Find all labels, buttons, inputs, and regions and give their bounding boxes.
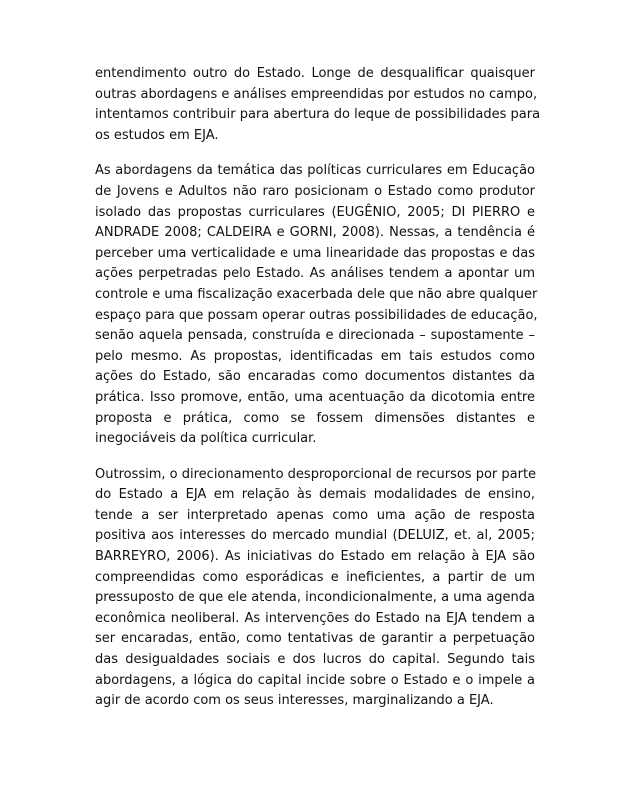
text-line: intentamos contribuir para abertura do leque de possibilidades para [95,107,541,123]
text-line: entendimento outro do Estado. Longe de desqualificar quaisquer [95,66,535,81]
text-line: pelo mesmo. As propostas, identificadas em tais estudos como [95,348,535,364]
document-page [95,64,541,727]
text-line: os estudos em EJA. [95,127,219,143]
text-line: do Estado a EJA em relação às demais modalidades de ensino, [95,487,535,503]
text-line: econômica neoliberal. As intervenções do Estado na EJA tendem a [95,610,535,626]
paragraph-3 [95,465,535,712]
text-line: outras abordagens e análises empreendidas por estudos no campo, [95,86,538,102]
text-line: senão aquela pensada, construída e direcionada – supostamente – [95,328,535,344]
text-line: agir de acordo com os seus interesses, marginalizando a EJA. [95,693,494,709]
paragraph-1 [95,64,541,146]
text-line: compreendidas como esporádicas e ineficientes, a partir de um [95,569,535,585]
text-line: perceber uma verticalidade e uma linearidade das propostas e das [95,245,535,261]
text-line: controle e uma fiscalização exacerbada dele que não abre qualquer [95,286,538,302]
text-line: ser encaradas, então, como tentativas de garantir a perpetuação [95,631,535,647]
text-line: ações do Estado, são encaradas como documentos distantes da [95,369,535,385]
paragraph-2 [95,161,538,449]
text-line: das desigualdades sociais e dos lucros do capital. Segundo tais [95,652,535,668]
text-line: Outrossim, o direcionamento desproporcional de recursos por parte [95,466,537,482]
text-line: prática. Isso promove, então, uma acentuação da dicotomia entre [95,389,535,405]
text-line: abordagens, a lógica do capital incide sobre o Estado e o impele a [95,672,535,688]
text-line: isolado das propostas curriculares (EUGÊNIO, 2005; DI PIERRO e [95,204,535,220]
text-line: ANDRADE 2008; CALDEIRA e GORNI, 2008). Nessas, a tendência é [95,225,535,241]
text-line: proposta e prática, como se fossem dimensões distantes e [95,410,535,426]
text-line: inegociáveis da política curricular. [95,431,317,447]
text-line: As abordagens da temática das políticas curriculares em Educação [95,163,535,179]
text-line: pressuposto de que ele atenda, incondicionalmente, a uma agenda [95,590,535,606]
text-line: positiva aos interesses do mercado mundial (DELUIZ, et. al, 2005; [95,528,535,544]
text-line: tende a ser interpretado apenas como uma ação de resposta [95,507,535,523]
text-line: espaço para que possam operar outras possibilidades de educação, [95,307,538,323]
text-line: BARREYRO, 2006). As iniciativas do Estado em relação à EJA são [95,549,535,565]
text-line: ações perpetradas pelo Estado. As análises tendem a apontar um [95,266,535,282]
text-line: de Jovens e Adultos não raro posicionam o Estado como produtor [95,183,535,199]
